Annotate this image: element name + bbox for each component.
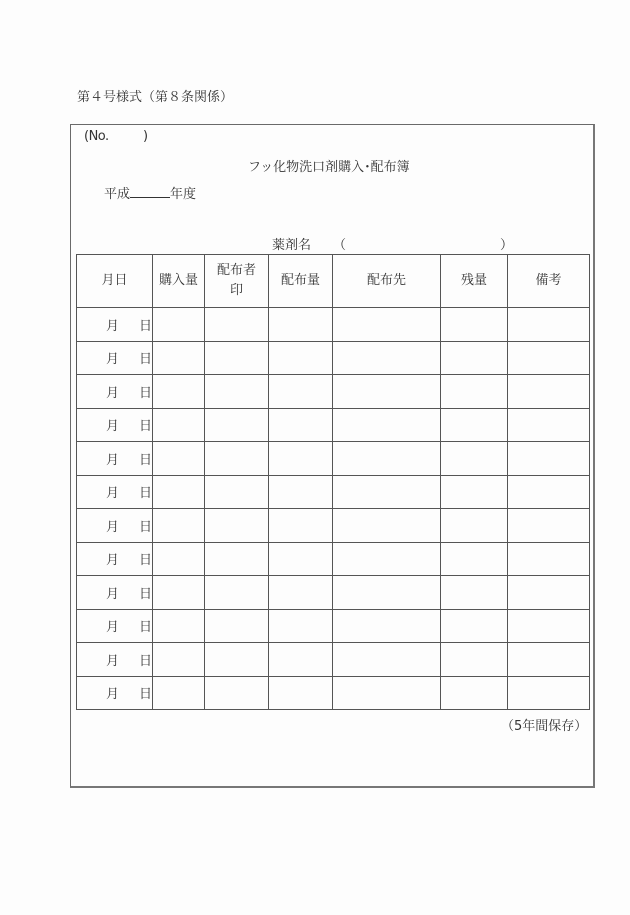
month-label: 月	[105, 553, 119, 569]
day-label: 日	[138, 486, 152, 502]
remarks-cell[interactable]	[508, 341, 590, 375]
date-cell[interactable]	[77, 308, 153, 342]
remarks-cell[interactable]	[508, 442, 590, 476]
seal-cell[interactable]	[205, 643, 269, 677]
seal-cell[interactable]	[205, 308, 269, 342]
purchase-amount-cell[interactable]	[153, 542, 205, 576]
destination-cell[interactable]	[333, 408, 441, 442]
purchase-amount-cell[interactable]	[153, 442, 205, 476]
distribution-amount-cell[interactable]	[269, 375, 333, 409]
distribution-amount-cell[interactable]	[269, 643, 333, 677]
destination-cell[interactable]	[333, 475, 441, 509]
purchase-amount-cell[interactable]	[153, 609, 205, 643]
seal-cell[interactable]	[205, 676, 269, 710]
table-row	[77, 542, 590, 576]
header-purchase-amount: 購入量	[153, 255, 205, 308]
seal-cell[interactable]	[205, 475, 269, 509]
purchase-amount-cell[interactable]	[153, 341, 205, 375]
date-cell[interactable]	[77, 375, 153, 409]
remarks-cell[interactable]	[508, 308, 590, 342]
remaining-cell[interactable]	[441, 542, 508, 576]
date-cell[interactable]	[77, 676, 153, 710]
table-row	[77, 576, 590, 610]
destination-cell[interactable]	[333, 542, 441, 576]
month-label: 月	[105, 653, 119, 669]
day-label: 日	[138, 653, 152, 669]
remarks-cell[interactable]	[508, 375, 590, 409]
seal-cell[interactable]	[205, 509, 269, 543]
distribution-amount-cell[interactable]	[269, 576, 333, 610]
destination-cell[interactable]	[333, 676, 441, 710]
date-cell[interactable]	[77, 408, 153, 442]
destination-cell[interactable]	[333, 442, 441, 476]
remarks-cell[interactable]	[508, 676, 590, 710]
distribution-amount-cell[interactable]	[269, 442, 333, 476]
destination-cell[interactable]	[333, 509, 441, 543]
header-remaining: 残量	[441, 255, 508, 308]
ledger-table	[76, 254, 590, 710]
purchase-amount-cell[interactable]	[153, 509, 205, 543]
drug-name-open: （	[333, 238, 347, 253]
form-number: 第４号様式（第８条関係）	[77, 90, 234, 105]
seal-cell[interactable]	[205, 576, 269, 610]
day-label: 日	[138, 519, 152, 535]
day-label: 日	[138, 318, 152, 334]
drug-name-close: ）	[500, 238, 514, 253]
purchase-amount-cell[interactable]	[153, 643, 205, 677]
seal-cell[interactable]	[205, 609, 269, 643]
date-cell[interactable]	[77, 341, 153, 375]
remarks-cell[interactable]	[508, 542, 590, 576]
destination-cell[interactable]	[333, 576, 441, 610]
purchase-amount-cell[interactable]	[153, 408, 205, 442]
day-label: 日	[138, 553, 152, 569]
remaining-cell[interactable]	[441, 676, 508, 710]
day-label: 日	[138, 352, 152, 368]
distribution-amount-cell[interactable]	[269, 475, 333, 509]
seal-cell[interactable]	[205, 442, 269, 476]
destination-cell[interactable]	[333, 643, 441, 677]
date-cell[interactable]	[77, 576, 153, 610]
remarks-cell[interactable]	[508, 509, 590, 543]
table-row	[77, 375, 590, 409]
destination-cell[interactable]	[333, 341, 441, 375]
remaining-cell[interactable]	[441, 475, 508, 509]
purchase-amount-cell[interactable]	[153, 676, 205, 710]
header-distribution-amount: 配布量	[269, 255, 333, 308]
table-row	[77, 341, 590, 375]
remaining-cell[interactable]	[441, 408, 508, 442]
remaining-cell[interactable]	[441, 341, 508, 375]
purchase-amount-cell[interactable]	[153, 576, 205, 610]
day-label: 日	[138, 620, 152, 636]
destination-cell[interactable]	[333, 308, 441, 342]
header-date: 月日	[77, 255, 153, 308]
remarks-cell[interactable]	[508, 609, 590, 643]
table-row	[77, 475, 590, 509]
purchase-amount-cell[interactable]	[153, 308, 205, 342]
date-cell[interactable]	[77, 475, 153, 509]
remaining-cell[interactable]	[441, 643, 508, 677]
date-cell[interactable]	[77, 509, 153, 543]
distribution-amount-cell[interactable]	[269, 676, 333, 710]
date-cell[interactable]	[77, 442, 153, 476]
remaining-cell[interactable]	[441, 576, 508, 610]
header-destination: 配布先	[333, 255, 441, 308]
distribution-amount-cell[interactable]	[269, 308, 333, 342]
month-label: 月	[105, 318, 119, 334]
fiscal-year	[104, 183, 196, 202]
day-label: 日	[138, 452, 152, 468]
table-row	[77, 408, 590, 442]
remarks-cell[interactable]	[508, 408, 590, 442]
remaining-cell[interactable]	[441, 375, 508, 409]
date-cell[interactable]	[77, 542, 153, 576]
seal-cell[interactable]	[205, 408, 269, 442]
drug-name-label: 薬剤名	[272, 238, 312, 253]
table-row	[77, 676, 590, 710]
month-label: 月	[105, 486, 119, 502]
month-label: 月	[105, 586, 119, 602]
header-row	[77, 255, 590, 308]
month-label: 月	[105, 419, 119, 435]
remaining-cell[interactable]	[441, 509, 508, 543]
month-label: 月	[105, 352, 119, 368]
day-label: 日	[138, 385, 152, 401]
table-row	[77, 643, 590, 677]
remaining-cell[interactable]	[441, 609, 508, 643]
header-remarks: 備考	[508, 255, 590, 308]
month-label: 月	[105, 620, 119, 636]
fiscal-suffix: 年度	[170, 187, 197, 202]
month-label: 月	[105, 519, 119, 535]
day-label: 日	[138, 419, 152, 435]
distribution-amount-cell[interactable]	[269, 509, 333, 543]
table-row	[77, 442, 590, 476]
table-row	[77, 308, 590, 342]
distribution-amount-cell[interactable]	[269, 609, 333, 643]
purchase-amount-cell[interactable]	[153, 475, 205, 509]
destination-cell[interactable]	[333, 609, 441, 643]
seal-cell[interactable]	[205, 542, 269, 576]
day-label: 日	[138, 687, 152, 703]
remarks-cell[interactable]	[508, 576, 590, 610]
month-label: 月	[105, 452, 119, 468]
date-cell[interactable]	[77, 609, 153, 643]
table-row	[77, 509, 590, 543]
document-title: フッ化物洗口剤購入･配布簿	[248, 160, 410, 175]
distribution-amount-cell[interactable]	[269, 341, 333, 375]
seal-cell[interactable]	[205, 341, 269, 375]
number-label: (No.	[84, 129, 109, 144]
month-label: 月	[105, 385, 119, 401]
distribution-amount-cell[interactable]	[269, 408, 333, 442]
remarks-cell[interactable]	[508, 475, 590, 509]
table-row	[77, 609, 590, 643]
distribution-amount-cell[interactable]	[269, 542, 333, 576]
remaining-cell[interactable]	[441, 308, 508, 342]
remarks-cell[interactable]	[508, 643, 590, 677]
remaining-cell[interactable]	[441, 442, 508, 476]
number-close: )	[143, 129, 149, 144]
fiscal-prefix: 平成	[104, 187, 131, 202]
destination-cell[interactable]	[333, 375, 441, 409]
fiscal-year-blank[interactable]	[130, 185, 170, 198]
date-cell[interactable]	[77, 643, 153, 677]
header-distributor-seal: 配布者 印	[205, 255, 269, 308]
seal-cell[interactable]	[205, 375, 269, 409]
month-label: 月	[105, 687, 119, 703]
purchase-amount-cell[interactable]	[153, 375, 205, 409]
day-label: 日	[138, 586, 152, 602]
retention-note: （5年間保存）	[501, 719, 588, 734]
